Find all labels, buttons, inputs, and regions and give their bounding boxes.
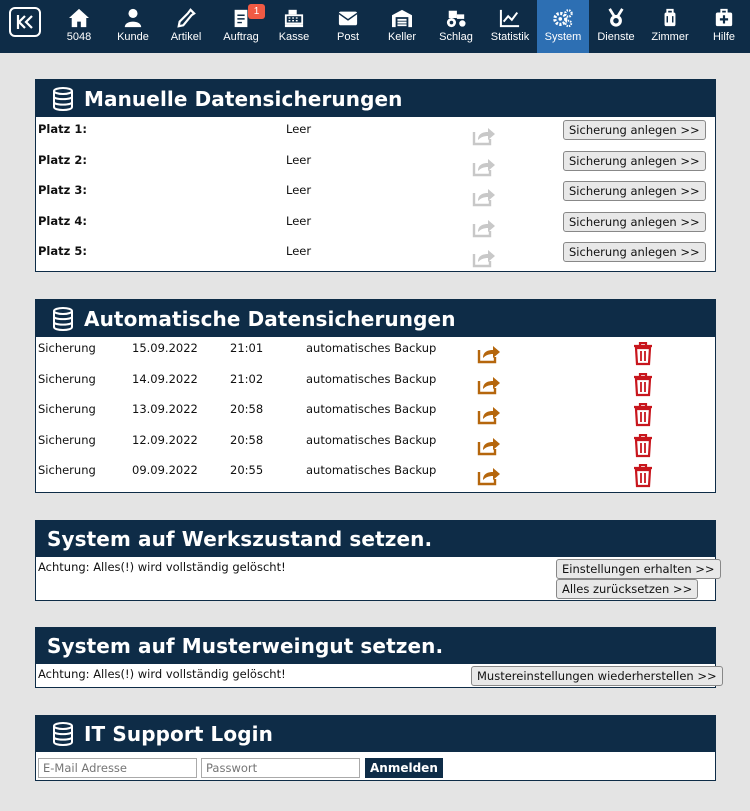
restore-disabled-icon [472, 246, 496, 268]
backup-date: 13.09.2022 [132, 402, 198, 416]
panel-header [36, 300, 715, 337]
backup-date: 09.09.2022 [132, 463, 198, 477]
backup-label: Sicherung [38, 341, 96, 355]
keep-settings-button[interactable]: Einstellungen erhalten >> [556, 559, 721, 579]
backup-label: Sicherung [38, 463, 96, 477]
nav-label: 5048 [66, 31, 92, 43]
nav-label: Hilfe [712, 31, 735, 43]
nav-label: Post [336, 31, 359, 43]
backup-label: Sicherung [38, 432, 96, 447]
restore-icon[interactable] [477, 434, 501, 456]
nav-item-artikel[interactable] [162, 0, 210, 53]
slot-label: Platz 1: [38, 122, 87, 136]
backup-type: automatisches Backup [306, 402, 437, 416]
database-icon [52, 307, 74, 331]
luggage-icon [659, 8, 681, 28]
restore-icon[interactable] [477, 373, 501, 395]
chart-icon [499, 8, 521, 28]
tractor-icon [445, 8, 467, 28]
nav-label: Kunde [117, 31, 149, 43]
backup-type: automatisches Backup [306, 463, 437, 477]
warning-text: Achtung: Alles(!) wird vollständig gelöscht! [38, 667, 286, 681]
manual-backup-row [36, 118, 715, 149]
auto-backup-row [36, 459, 715, 490]
password-field[interactable] [201, 758, 360, 778]
bottle-icon [175, 8, 197, 28]
nav-item-schlag[interactable] [432, 0, 480, 53]
database-icon [52, 87, 74, 111]
automatic-backups-panel [35, 299, 716, 493]
create-backup-button[interactable]: Sicherung anlegen >> [563, 212, 706, 232]
reset-all-button[interactable]: Alles zurücksetzen >> [556, 579, 698, 599]
login-button[interactable]: Anmelden [365, 758, 443, 778]
warning-text: Achtung: Alles(!) wird vollständig gelöscht! [38, 560, 286, 574]
auto-backup-row [36, 337, 715, 368]
panel-title: Automatische Datensicherungen [84, 306, 456, 331]
restore-disabled-icon [472, 216, 496, 238]
auto-backup-row [36, 398, 715, 429]
backup-time: 21:01 [230, 341, 264, 355]
nav-item-hilfe[interactable] [700, 0, 748, 53]
nav-label: Schlag [439, 31, 473, 43]
slot-label: Platz 4: [38, 213, 87, 228]
warehouse-icon [391, 8, 413, 28]
backup-date: 15.09.2022 [132, 341, 198, 355]
nav-label: Artikel [170, 31, 202, 43]
nav-label: Zimmer [651, 31, 689, 43]
panel-title: System auf Werkszustand setzen. [47, 527, 433, 551]
restore-icon[interactable] [477, 403, 501, 425]
database-icon [52, 722, 74, 746]
slot-status: Leer [286, 213, 312, 228]
nav-label: Statistik [490, 31, 530, 43]
nav-item-statistik[interactable] [486, 0, 534, 53]
backup-date: 12.09.2022 [132, 432, 198, 447]
auto-backup-row [36, 429, 715, 460]
order-count-badge: 1 [248, 4, 265, 19]
restore-icon[interactable] [477, 342, 501, 364]
backup-label: Sicherung [38, 371, 96, 386]
slot-status: Leer [286, 244, 312, 258]
nav-item-keller[interactable] [378, 0, 426, 53]
restore-icon[interactable] [477, 464, 501, 486]
nav-label: Dienste [597, 31, 635, 43]
nav-label: System [544, 31, 582, 43]
nav-item-kunde[interactable] [108, 0, 158, 53]
slot-label: Platz 5: [38, 244, 87, 258]
restore-disabled-icon [472, 185, 496, 207]
panel-title: System auf Musterweingut setzen. [47, 634, 444, 658]
nav-label: Kasse [278, 31, 310, 43]
create-backup-button[interactable]: Sicherung anlegen >> [563, 120, 706, 140]
backup-time: 21:02 [230, 371, 264, 386]
panel-header [36, 628, 715, 664]
slot-label: Platz 3: [38, 183, 87, 197]
nav-item-system[interactable] [537, 0, 589, 53]
trash-icon[interactable] [633, 464, 653, 488]
backup-time: 20:55 [230, 463, 264, 477]
restore-sample-settings-button[interactable]: Mustereinstellungen wiederherstellen >> [471, 666, 723, 686]
factory-reset-panel [35, 520, 716, 601]
panel-title: IT Support Login [84, 722, 273, 746]
home-icon [68, 8, 90, 28]
panel-header [36, 521, 715, 557]
restore-disabled-icon [472, 155, 496, 177]
top-navigation-bar [0, 0, 750, 53]
backup-label: Sicherung [38, 402, 96, 416]
create-backup-button[interactable]: Sicherung anlegen >> [563, 151, 706, 171]
panel-header [36, 80, 715, 117]
trash-icon[interactable] [633, 434, 653, 458]
trash-icon[interactable] [633, 403, 653, 427]
restore-disabled-icon [472, 124, 496, 146]
email-field[interactable] [38, 758, 197, 778]
panel-header [36, 716, 715, 752]
create-backup-button[interactable]: Sicherung anlegen >> [563, 242, 706, 262]
nav-item-auftrag[interactable] [216, 0, 266, 53]
nav-item-home[interactable] [55, 0, 103, 53]
panel-title: Manuelle Datensicherungen [84, 86, 403, 111]
backup-date: 14.09.2022 [132, 371, 198, 386]
medkit-icon [713, 8, 735, 28]
user-icon [122, 8, 144, 28]
it-support-login-panel [35, 715, 716, 781]
manual-backup-row [36, 240, 715, 271]
auto-backup-row [36, 368, 715, 399]
trash-icon[interactable] [633, 342, 653, 366]
slot-status: Leer [286, 152, 312, 167]
gears-icon [552, 8, 574, 28]
double-chevron-left-icon [15, 14, 35, 30]
nav-item-post[interactable] [324, 0, 372, 53]
sample-winery-panel [35, 627, 716, 688]
backup-time: 20:58 [230, 402, 264, 416]
nav-item-dienste[interactable] [592, 0, 640, 53]
nav-item-zimmer[interactable] [646, 0, 694, 53]
backup-type: automatisches Backup [306, 432, 437, 447]
nav-item-kasse[interactable] [270, 0, 318, 53]
manual-backup-row [36, 179, 715, 210]
cash-register-icon [283, 8, 305, 28]
nav-label: Keller [387, 31, 417, 43]
backup-time: 20:58 [230, 432, 264, 447]
slot-status: Leer [286, 122, 312, 136]
nav-label: Auftrag [223, 31, 259, 43]
backup-type: automatisches Backup [306, 341, 437, 355]
slot-label: Platz 2: [38, 152, 87, 167]
back-logo-button[interactable] [9, 7, 41, 37]
manual-backup-row [36, 149, 715, 180]
medal-icon [605, 8, 627, 28]
slot-status: Leer [286, 183, 312, 197]
manual-backups-panel [35, 79, 716, 272]
create-backup-button[interactable]: Sicherung anlegen >> [563, 181, 706, 201]
mail-icon [337, 8, 359, 28]
trash-icon[interactable] [633, 373, 653, 397]
manual-backup-row [36, 210, 715, 241]
backup-type: automatisches Backup [306, 371, 437, 386]
